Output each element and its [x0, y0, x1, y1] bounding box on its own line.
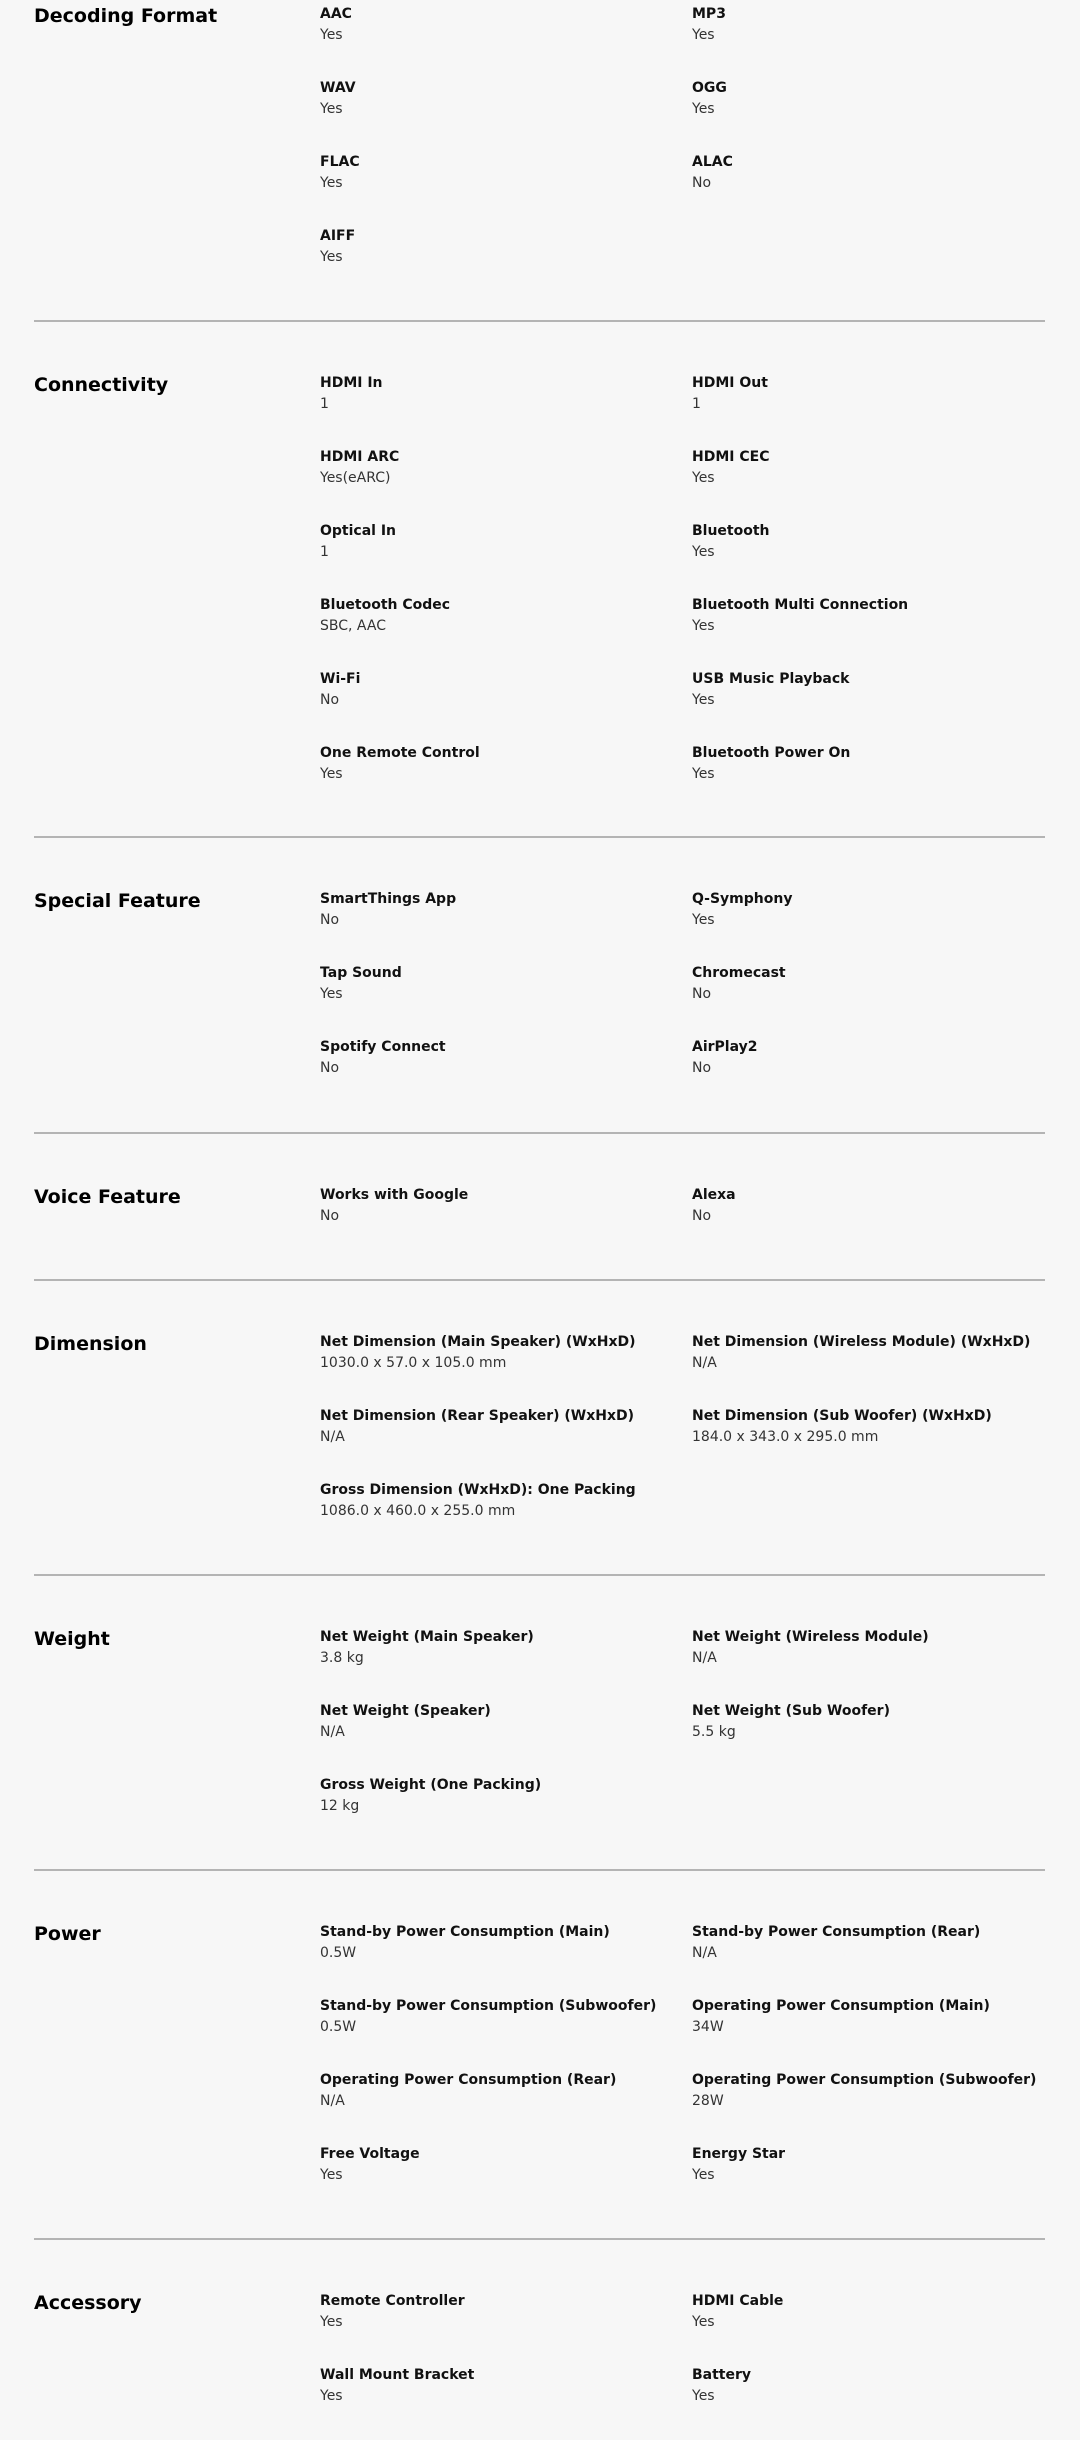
- spec-label: One Remote Control: [320, 745, 480, 761]
- spec-item-net-dimension-wireless-module-wxhxd: [692, 1333, 1045, 1407]
- spec-item-hdmi-arc: [320, 448, 692, 522]
- spec-item-bluetooth-codec: [320, 596, 692, 670]
- spec-value: Yes: [692, 912, 715, 928]
- spec-item-operating-power-consumption-main: [692, 1997, 1045, 2071]
- spec-label: HDMI In: [320, 375, 383, 391]
- spec-value: 12 kg: [320, 1798, 360, 1814]
- spec-label: Q-Symphony: [692, 891, 793, 907]
- spec-value: N/A: [692, 1650, 717, 1666]
- spec-items-grid: [320, 374, 1045, 818]
- spec-label: Gross Weight (One Packing): [320, 1777, 542, 1793]
- spec-items-grid: [320, 1333, 1045, 1555]
- spec-label: ALAC: [692, 154, 733, 170]
- spec-value: Yes(eARC): [320, 470, 391, 486]
- spec-value: Yes: [692, 27, 715, 43]
- spec-item-operating-power-consumption-subwoofer: [692, 2071, 1045, 2145]
- spec-value: N/A: [692, 1355, 717, 1371]
- spec-item-net-weight-sub-woofer: [692, 1702, 1045, 1776]
- spec-item-hdmi-cable: [692, 2292, 1045, 2366]
- spec-label: HDMI Out: [692, 375, 768, 391]
- spec-value: 5.5 kg: [692, 1724, 736, 1740]
- spec-item-alexa: [692, 1186, 1045, 1260]
- spec-value: No: [320, 1060, 340, 1076]
- spec-item-remote-controller: [320, 2292, 692, 2366]
- spec-label: Tap Sound: [320, 965, 402, 981]
- spec-label: Operating Power Consumption (Main): [692, 1998, 990, 2014]
- spec-item-wi-fi: [320, 670, 692, 744]
- spec-label: Bluetooth Multi Connection: [692, 597, 909, 613]
- spec-value: 1: [320, 396, 329, 412]
- spec-label: SmartThings App: [320, 891, 457, 907]
- spec-label: MP3: [692, 6, 726, 22]
- spec-item-spotify-connect: [320, 1038, 692, 1112]
- spec-label: Optical In: [320, 523, 397, 539]
- spec-value: No: [320, 1208, 340, 1224]
- spec-value: No: [320, 912, 340, 928]
- spec-item-gross-weight-one-packing: [320, 1776, 692, 1850]
- spec-label: Operating Power Consumption (Subwoofer): [692, 2072, 1037, 2088]
- spec-item-bluetooth-power-on: [692, 744, 1045, 818]
- spec-value: No: [692, 1060, 712, 1076]
- spec-item-one-remote-control: [320, 744, 692, 818]
- spec-value: 3.8 kg: [320, 1650, 364, 1666]
- spec-item-hdmi-in: [320, 374, 692, 448]
- spec-item-net-weight-wireless-module: [692, 1628, 1045, 1702]
- section-title: Voice Feature: [34, 1186, 181, 1208]
- spec-item-chromecast: [692, 964, 1045, 1038]
- spec-item-alac: [692, 153, 1045, 227]
- spec-item-works-with-google: [320, 1186, 692, 1260]
- spec-label: Net Weight (Sub Woofer): [692, 1703, 890, 1719]
- spec-item-hdmi-cec: [692, 448, 1045, 522]
- spec-label: Net Dimension (Sub Woofer) (WxHxD): [692, 1408, 992, 1424]
- spec-section-dimension: [34, 1281, 1045, 1576]
- spec-items-grid: [320, 1923, 1045, 2219]
- spec-value: Yes: [320, 101, 343, 117]
- spec-item-aac: [320, 5, 692, 79]
- spec-item-net-dimension-rear-speaker-wxhxd: [320, 1407, 692, 1481]
- spec-label: HDMI Cable: [692, 2293, 784, 2309]
- section-title: Decoding Format: [34, 5, 218, 27]
- spec-value: N/A: [320, 1724, 345, 1740]
- spec-label: Gross Dimension (WxHxD): One Packing: [320, 1482, 636, 1498]
- spec-value: 0.5W: [320, 2019, 357, 2035]
- spec-value: Yes: [692, 470, 715, 486]
- spec-item-mp3: [692, 5, 1045, 79]
- spec-label: Battery: [692, 2367, 752, 2383]
- spec-item-flac: [320, 153, 692, 227]
- spec-label: Net Dimension (Main Speaker) (WxHxD): [320, 1334, 636, 1350]
- spec-item-stand-by-power-consumption-rear: [692, 1923, 1045, 1997]
- section-title: Weight: [34, 1628, 110, 1650]
- spec-label: HDMI ARC: [320, 449, 400, 465]
- spec-section-connectivity: [34, 322, 1045, 838]
- spec-label: Stand-by Power Consumption (Rear): [692, 1924, 981, 1940]
- spec-label: Free Voltage: [320, 2146, 420, 2162]
- spec-item-wall-mount-bracket: [320, 2366, 692, 2440]
- spec-items-grid: [320, 890, 1045, 1112]
- spec-value: N/A: [320, 1429, 345, 1445]
- spec-section-special-feature: [34, 838, 1045, 1134]
- spec-label: USB Music Playback: [692, 671, 850, 687]
- spec-value: Yes: [320, 2388, 343, 2404]
- spec-items-grid: [320, 1186, 1045, 1260]
- spec-label: Net Weight (Wireless Module): [692, 1629, 929, 1645]
- spec-label: FLAC: [320, 154, 360, 170]
- spec-items-grid: [320, 1628, 1045, 1850]
- spec-item-free-voltage: [320, 2145, 692, 2219]
- spec-value: Yes: [320, 2167, 343, 2183]
- spec-value: 0.5W: [320, 1945, 357, 1961]
- spec-item-usb-music-playback: [692, 670, 1045, 744]
- section-title: Connectivity: [34, 374, 169, 396]
- spec-items-grid: [320, 2292, 1045, 2440]
- spec-value: Yes: [692, 2388, 715, 2404]
- spec-item-ogg: [692, 79, 1045, 153]
- spec-item-net-weight-main-speaker: [320, 1628, 692, 1702]
- spec-label: AirPlay2: [692, 1039, 758, 1055]
- spec-value: N/A: [692, 1945, 717, 1961]
- spec-value: 184.0 x 343.0 x 295.0 mm: [692, 1429, 879, 1445]
- spec-label: Net Dimension (Rear Speaker) (WxHxD): [320, 1408, 635, 1424]
- spec-label: Wall Mount Bracket: [320, 2367, 475, 2383]
- spec-value: 28W: [692, 2093, 724, 2109]
- spec-section-decoding-format: [34, 0, 1045, 322]
- spec-value: No: [692, 986, 712, 1002]
- spec-label: Net Weight (Speaker): [320, 1703, 491, 1719]
- spec-item-net-weight-speaker: [320, 1702, 692, 1776]
- section-title: Accessory: [34, 2292, 142, 2314]
- section-title: Special Feature: [34, 890, 201, 912]
- spec-label: Operating Power Consumption (Rear): [320, 2072, 617, 2088]
- spec-value: Yes: [692, 692, 715, 708]
- spec-label: Bluetooth: [692, 523, 770, 539]
- spec-label: Net Weight (Main Speaker): [320, 1629, 534, 1645]
- spec-value: Yes: [692, 618, 715, 634]
- spec-section-voice-feature: [34, 1134, 1045, 1281]
- section-title: Power: [34, 1923, 101, 1945]
- spec-value: Yes: [320, 249, 343, 265]
- spec-item-stand-by-power-consumption-subwoofer: [320, 1997, 692, 2071]
- spec-value: 1: [692, 396, 701, 412]
- spec-label: Spotify Connect: [320, 1039, 446, 1055]
- spec-label: Bluetooth Power On: [692, 745, 851, 761]
- spec-value: No: [692, 1208, 712, 1224]
- spec-label: AIFF: [320, 228, 356, 244]
- spec-item-battery: [692, 2366, 1045, 2440]
- spec-value: Yes: [320, 766, 343, 782]
- spec-item-wav: [320, 79, 692, 153]
- spec-value: Yes: [692, 101, 715, 117]
- spec-label: Net Dimension (Wireless Module) (WxHxD): [692, 1334, 1031, 1350]
- spec-value: Yes: [320, 986, 343, 1002]
- spec-section-weight: [34, 1576, 1045, 1871]
- spec-item-bluetooth-multi-connection: [692, 596, 1045, 670]
- spec-item-optical-in: [320, 522, 692, 596]
- spec-label: Stand-by Power Consumption (Subwoofer): [320, 1998, 657, 2014]
- spec-item-hdmi-out: [692, 374, 1045, 448]
- spec-value: SBC, AAC: [320, 618, 386, 634]
- spec-value: 1030.0 x 57.0 x 105.0 mm: [320, 1355, 507, 1371]
- spec-label: Stand-by Power Consumption (Main): [320, 1924, 610, 1940]
- spec-item-net-dimension-sub-woofer-wxhxd: [692, 1407, 1045, 1481]
- spec-label: Bluetooth Codec: [320, 597, 451, 613]
- spec-value: Yes: [320, 2314, 343, 2330]
- spec-item-net-dimension-main-speaker-wxhxd: [320, 1333, 692, 1407]
- spec-item-q-symphony: [692, 890, 1045, 964]
- spec-label: Energy Star: [692, 2146, 786, 2162]
- spec-value: Yes: [692, 2167, 715, 2183]
- spec-label: AAC: [320, 6, 352, 22]
- spec-value: 34W: [692, 2019, 724, 2035]
- spec-value: 1: [320, 544, 329, 560]
- spec-item-airplay2: [692, 1038, 1045, 1112]
- spec-item-gross-dimension-wxhxd-one-packing: [320, 1481, 692, 1555]
- spec-section-power: [34, 1871, 1045, 2240]
- spec-item-aiff: [320, 227, 692, 301]
- spec-item-stand-by-power-consumption-main: [320, 1923, 692, 1997]
- spec-value: No: [692, 175, 712, 191]
- spec-label: Chromecast: [692, 965, 786, 981]
- spec-items-grid: [320, 5, 1045, 301]
- spec-label: Alexa: [692, 1187, 736, 1203]
- spec-item-tap-sound: [320, 964, 692, 1038]
- spec-label: Wi-Fi: [320, 671, 361, 687]
- spec-item-bluetooth: [692, 522, 1045, 596]
- spec-value: Yes: [692, 544, 715, 560]
- spec-label: Remote Controller: [320, 2293, 465, 2309]
- spec-value: No: [320, 692, 340, 708]
- spec-section-accessory: [34, 2240, 1045, 2409]
- spec-value: Yes: [692, 2314, 715, 2330]
- spec-value: Yes: [320, 175, 343, 191]
- spec-value: Yes: [320, 27, 343, 43]
- spec-list: [34, 0, 1045, 2409]
- spec-value: Yes: [692, 766, 715, 782]
- spec-item-operating-power-consumption-rear: [320, 2071, 692, 2145]
- spec-value: N/A: [320, 2093, 345, 2109]
- section-title: Dimension: [34, 1333, 147, 1355]
- spec-label: Works with Google: [320, 1187, 469, 1203]
- spec-label: WAV: [320, 80, 356, 96]
- spec-item-smartthings-app: [320, 890, 692, 964]
- spec-label: HDMI CEC: [692, 449, 770, 465]
- spec-item-energy-star: [692, 2145, 1045, 2219]
- spec-label: OGG: [692, 80, 727, 96]
- spec-value: 1086.0 x 460.0 x 255.0 mm: [320, 1503, 516, 1519]
